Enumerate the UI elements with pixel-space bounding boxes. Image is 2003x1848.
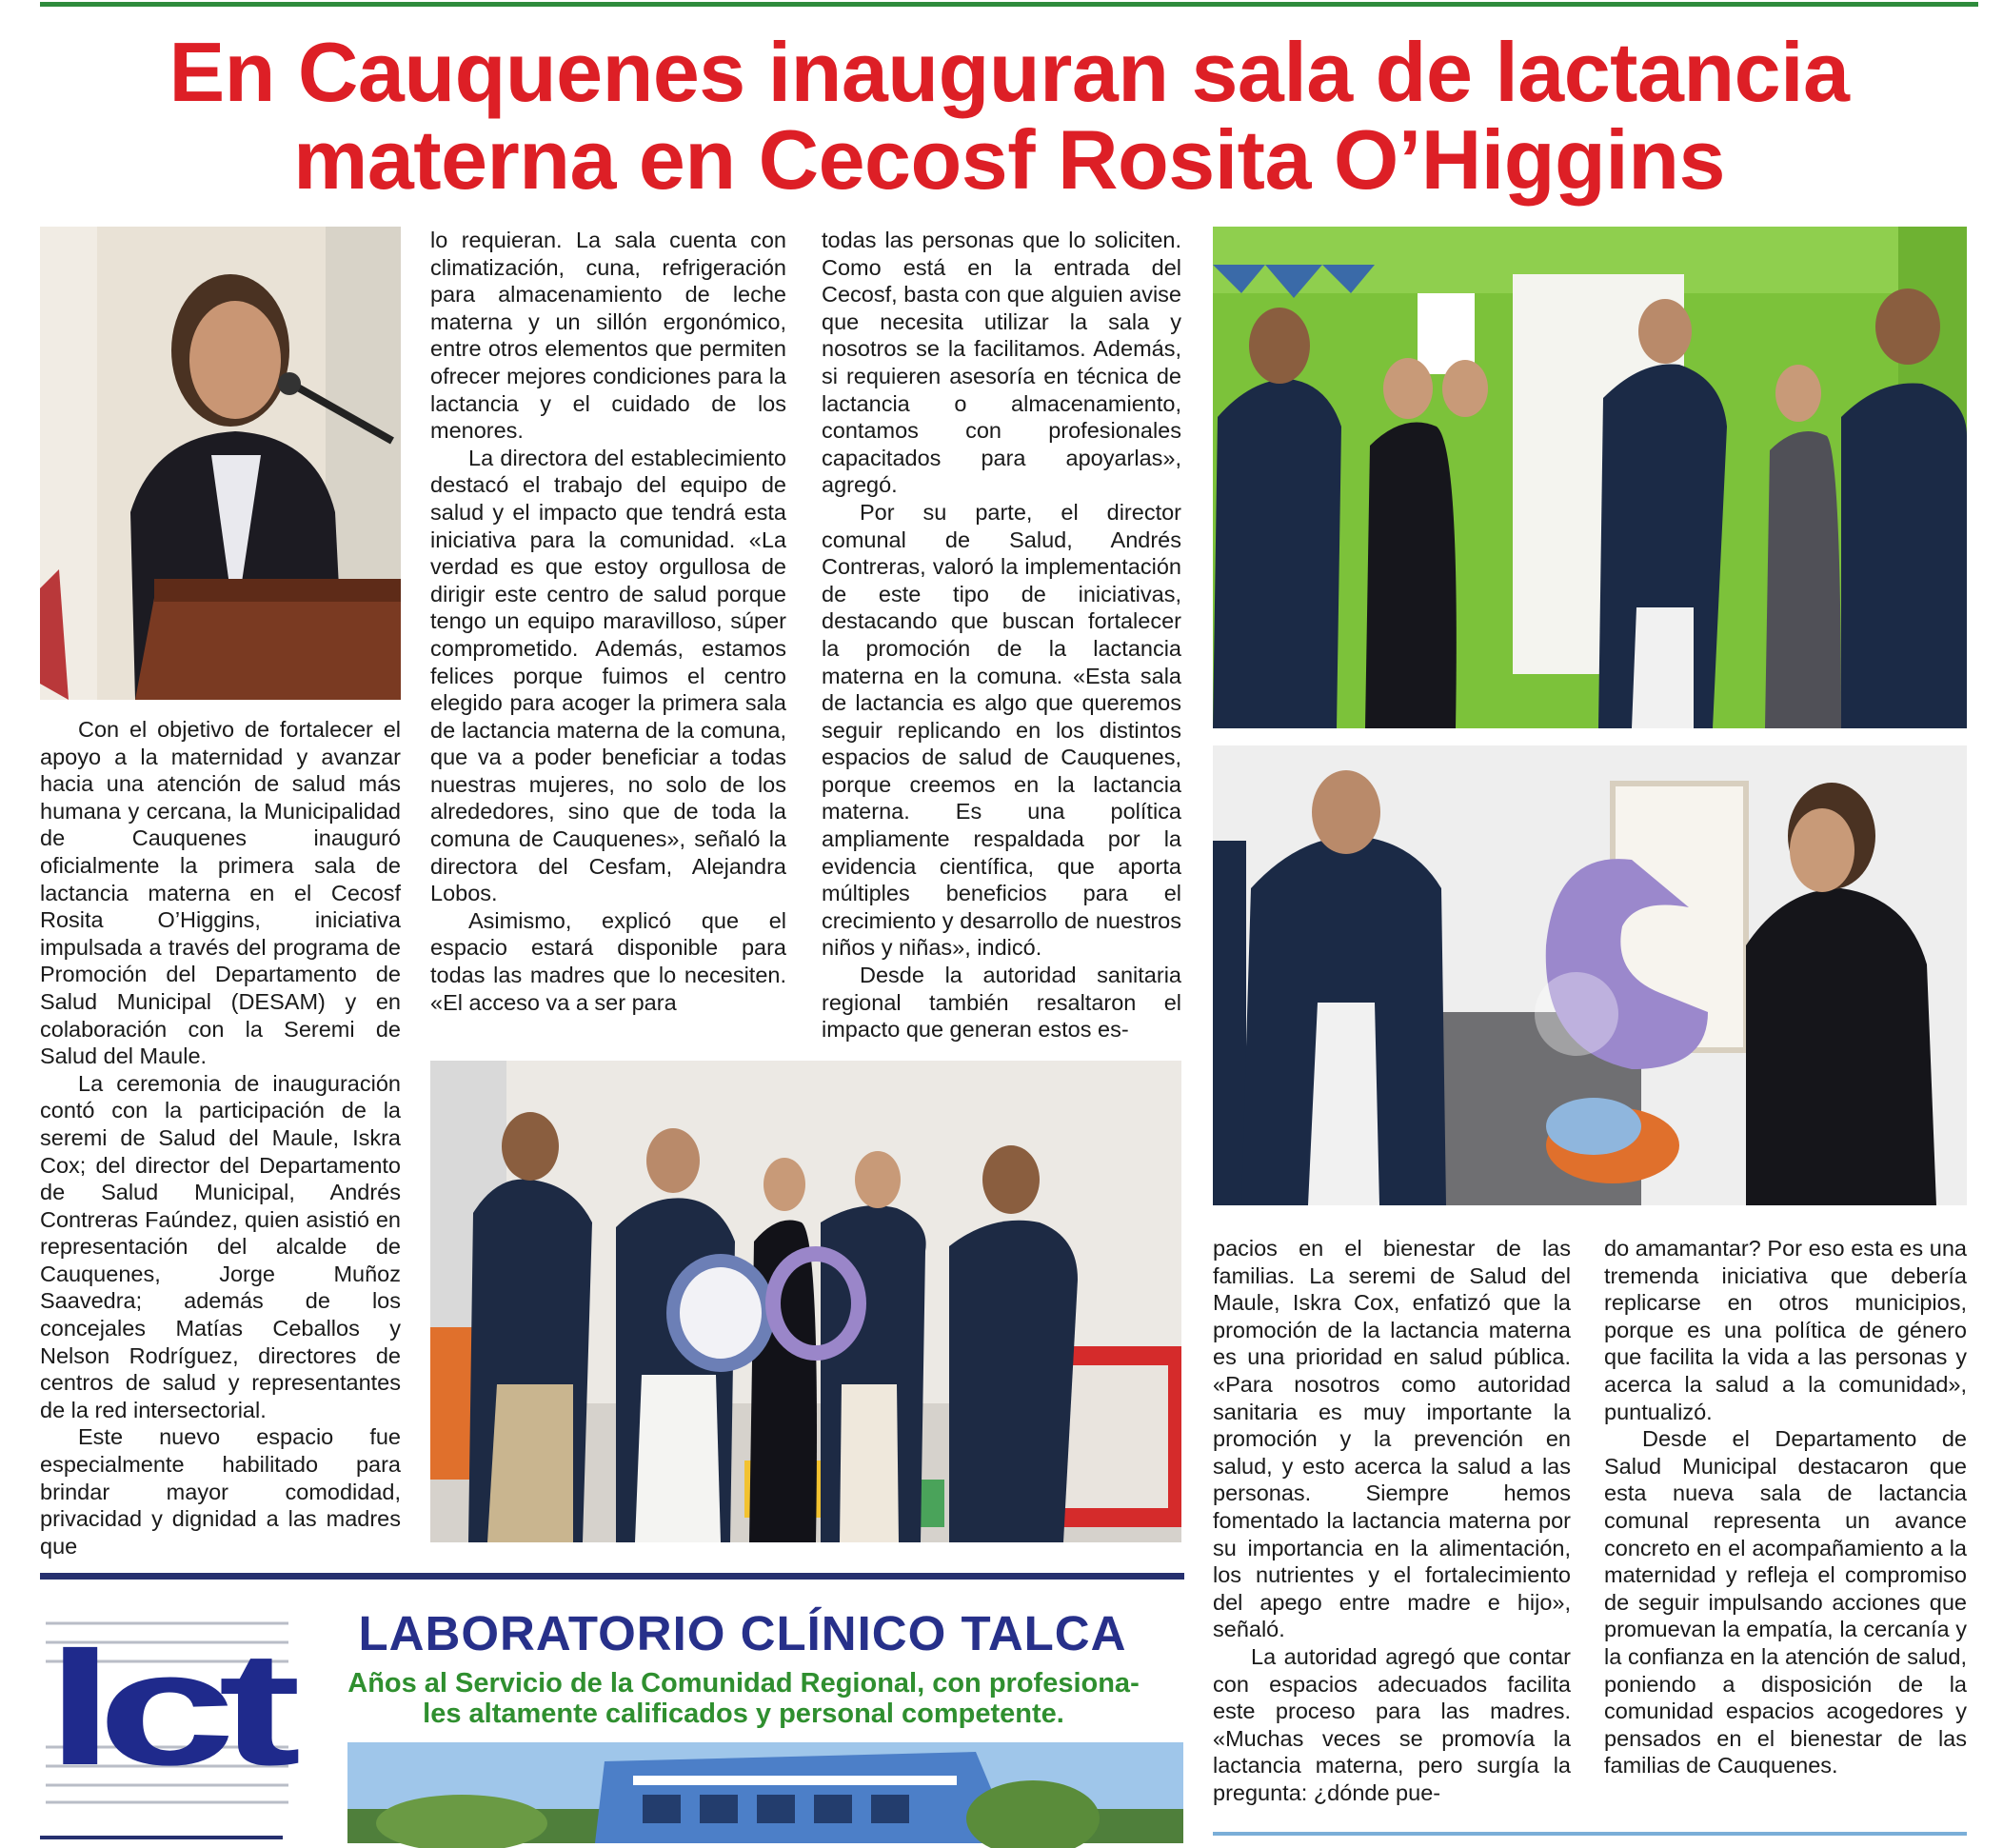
article-paragraph: Desde el Departamento de Salud Municipal destacaron que esta nueva sala de lactancia comunal representa un avance concreto en el acompañamiento a la maternidad y refleja el compromiso de seguir impulsando acciones que promuevan la empatía, la cercanía y la confianza en la atención de salud, poniendo a disposición de la comunidad espacios acogedores y pensados en el bienestar de las familias de Cauquenes. [1604, 1426, 1967, 1778]
top-rule [40, 2, 1978, 7]
photo-speaker-podium [40, 227, 401, 700]
svg-text:lct: lct [46, 1619, 299, 1799]
article-paragraph: Desde la autoridad sanitaria regional también resaltaron el impacto que generan estos es- [822, 963, 1181, 1043]
article-column-3 [822, 227, 1181, 1043]
article-paragraph: do amamantar? Por eso esta es una tremenda iniciativa que debería replicarse en otros municipios, porque es una política de género que facilita la vida a las personas y acerca la salud a la comunidad», puntualizó. [1604, 1236, 1967, 1424]
ad-tagline-line-2: les altamente calificados y personal competente. [423, 1699, 1064, 1729]
article-paragraph: La ceremonia de inauguración contó con la participación de la seremi de Salud del Maule, Iskra Cox; del director del Departamento de Salud Municipal, Andrés Contreras Faúndez, quien asistió en representación del alcalde de Cauquenes, Jorge Muñoz Saavedra; además de los concejales Matías Ceballos y Nelson Rodríguez, directores de centros de salud y representantes de la red intersectorial. [40, 1070, 401, 1422]
article-paragraph: Asimismo, explicó que el espacio estará disponible para todas las madres que lo necesiten. «El acceso va a ser para [430, 907, 786, 1015]
headline [38, 25, 1980, 207]
ad-building-photo [347, 1742, 1183, 1843]
ad-tagline-line-1: Años al Servicio de la Comunidad Regional, con profesiona- [347, 1668, 1140, 1699]
headline-line-1: En Cauquenes inauguran sala de lactancia [169, 25, 1850, 119]
article-paragraph: todas las personas que lo soliciten. Como está en la entrada del Cecosf, basta con que alguien avise que necesita utilizar la sala y nosotros se la facilitamos. Además, si requieren asesoría en técnica de lactancia o almacenamiento, contamos con profesionales capacitados para apoyarlas», agregó. [822, 228, 1181, 498]
article-paragraph: Este nuevo espacio fue especialmente habilitado para brindar mayor comodidad, privacidad y dignidad a las madres que [40, 1424, 401, 1559]
ad-top-rule [40, 1573, 1184, 1580]
article-column-2 [430, 227, 786, 1043]
article-column-1 [40, 716, 401, 1559]
lct-logo [46, 1604, 299, 1809]
article-paragraph: La autoridad agregó que contar con espacios adecuados facilita este proceso para las madres. «Muchas veces se promovía la lactancia materna, pero surgía la pregunta: ¿dónde pue- [1213, 1643, 1571, 1805]
ad-lab-name: LABORATORIO CLÍNICO TALCA [358, 1606, 1127, 1660]
article-paragraph: Con el objetivo de fortalecer el apoyo a la maternidad y avanzar hacia una atención de salud más humana y cercana, la Municipalidad de Cauquenes inauguró oficialmente la primera sala de lactancia materna en el Cecosf Rosita O’Higgins, iniciativa impulsada a través del programa de Promoción del Departamento de Salud Municipal (DESAM) y en colaboración con la Seremi de Salud del Maule. [40, 717, 401, 1069]
article-column-5 [1604, 1235, 1967, 1808]
article-paragraph: pacios en el bienestar de las familias. La seremi de Salud del Maule, Iskra Cox, enfatizó que la promoción de la lactancia materna es una prioridad en salud pública. «Para nosotros como autoridad sanitaria es muy importante la promoción y la prevención en salud, y esto acerca la salud a las personas. Siempre hemos fomentado la lactancia materna por su importancia en la alimentación, los nutrientes y el fortalecimiento del apego entre madre e hijo», señaló. [1213, 1236, 1571, 1642]
photo-group-lactation-room [430, 1061, 1181, 1542]
photo-nursing-pillow [1213, 745, 1967, 1205]
photo-ribbon-cutting [1213, 227, 1967, 728]
article-column-4 [1213, 1235, 1571, 1808]
article-paragraph: Por su parte, el director comunal de Salud, Andrés Contreras, valoró la implementación de este tipo de iniciativas, destacando que buscan fortalecer la promoción de la lactancia materna en la comuna. «Esta sala de lactancia es algo que queremos seguir replicando en los distintos espacios de salud de Cauquenes, porque creemos en la lactancia materna. Es una política ampliamente respaldada por la evidencia científica, que aporta múltiples beneficios para el crecimiento y desarrollo de nuestros niños y niñas», indicó. [822, 499, 1181, 961]
article-paragraph: lo requieran. La sala cuenta con climatización, cuna, refrigeración para almacenamiento de leche materna y un sillón ergonómico, entre otros elementos que permiten ofrecer mejores condiciones para la lactancia y el cuidado de los menores. [430, 228, 786, 444]
ad-tagline [303, 1668, 1184, 1729]
headline-line-2: materna en Cecosf Rosita O’Higgins [293, 112, 1725, 207]
article-paragraph: La directora del establecimiento destacó el trabajo del equipo de salud y el impacto que tendrá esta iniciativa para la comunidad. «La verdad es que estoy orgullosa de dirigir este centro de salud porque tengo un equipo maravilloso, súper comprometido. Además, estamos felices porque fuimos el centro elegido para acoger la primera sala de lactancia materna de la comuna, que va a poder beneficiar a todas nuestras mujeres, no solo de los alrededores, sino que de toda la comuna de Cauquenes», señaló la directora del Cesfam, Alejandra Lobos. [430, 445, 786, 906]
ad-bottom-rule [40, 1836, 283, 1839]
right-bottom-rule [1213, 1832, 1967, 1836]
